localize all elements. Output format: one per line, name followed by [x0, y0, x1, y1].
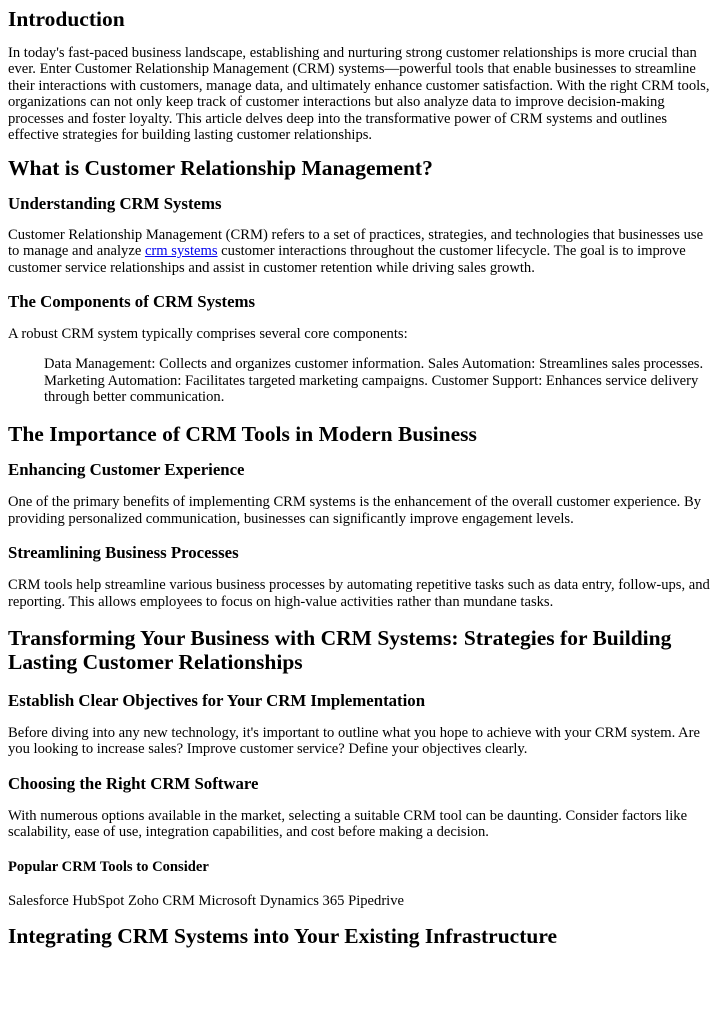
understanding-text-after-link: customer interactions throughout the customer lifecycle. The goal is to improve customer service relationships and assist in customer retention while driving sales growth. — [8, 243, 686, 276]
objectives-heading: Establish Clear Objectives for Your CRM Implementation — [8, 690, 426, 710]
integrating-heading: Integrating CRM Systems into Your Existing Infrastructure — [8, 923, 558, 948]
understanding-crm-paragraph — [8, 227, 712, 277]
components-heading: The Components of CRM Systems — [8, 292, 256, 312]
introduction-heading: Introduction — [8, 7, 125, 31]
understanding-crm-heading: Understanding CRM Systems — [8, 193, 222, 213]
popular-tools-list: Salesforce HubSpot Zoho CRM Microsoft Dynamics 365 Pipedrive — [8, 892, 405, 909]
choosing-heading: Choosing the Right CRM Software — [8, 773, 259, 793]
enhancing-experience-heading: Enhancing Customer Experience — [8, 460, 245, 480]
objectives-paragraph: Before diving into any new technology, it's important to outline what you hope to achieve with your CRM system. Are you looking to increase sales? Improve customer service? Define your objectives clearly. — [8, 724, 700, 758]
components-intro: A robust CRM system typically comprises several core components: — [8, 326, 408, 343]
transforming-heading: Transforming Your Business with CRM Systems: Strategies for Building Lasting Customer Relationships — [8, 625, 672, 675]
popular-tools-heading: Popular CRM Tools to Consider — [8, 858, 209, 875]
streamlining-paragraph: CRM tools help streamline various business processes by automating repetitive tasks such as data entry, follow-ups, and reporting. This allows employees to focus on high-value activities rather than mundane tasks. — [8, 577, 710, 610]
importance-heading: The Importance of CRM Tools in Modern Business — [8, 421, 477, 446]
introduction-paragraph: In today's fast-paced business landscape, establishing and nurturing strong customer relationships is more crucial than ever. Enter Customer Relationship Management (CRM) systems—powerful tools that enable businesses to streamline their interactions with customers, manage data, and ultimately enhance customer satisfaction. With the right CRM tools, organizations can not only keep track of customer interactions but also analyze data to improve decision-making processes and foster loyalty. This article delves deep into the transformative power of CRM systems and outlines effective strategies for building lasting customer relationships. — [8, 44, 710, 144]
components-list: Data Management: Collects and organizes customer information. Sales Automation: Streamlines sales processes. Marketing Automation: Facilitates targeted marketing campaigns. Customer Support: Enhances service delivery through better communication. — [44, 355, 704, 406]
crm-systems-link[interactable]: crm systems — [144, 243, 218, 260]
choosing-paragraph: With numerous options available in the market, selecting a suitable CRM tool can be daunting. Consider factors like scalability, ease of use, integration capabilities, and cost before making a decision. — [8, 807, 688, 841]
enhancing-experience-paragraph: One of the primary benefits of implementing CRM systems is the enhancement of the overall customer experience. By providing personalized communication, businesses can significantly improve engagement levels. — [8, 494, 702, 527]
streamlining-heading: Streamlining Business Processes — [8, 543, 239, 563]
what-is-crm-heading: What is Customer Relationship Management? — [8, 156, 433, 181]
understanding-text-before-link: Customer Relationship Management (CRM) refers to a set of practices, strategies, and technologies that businesses use to manage and analyze — [8, 226, 704, 260]
